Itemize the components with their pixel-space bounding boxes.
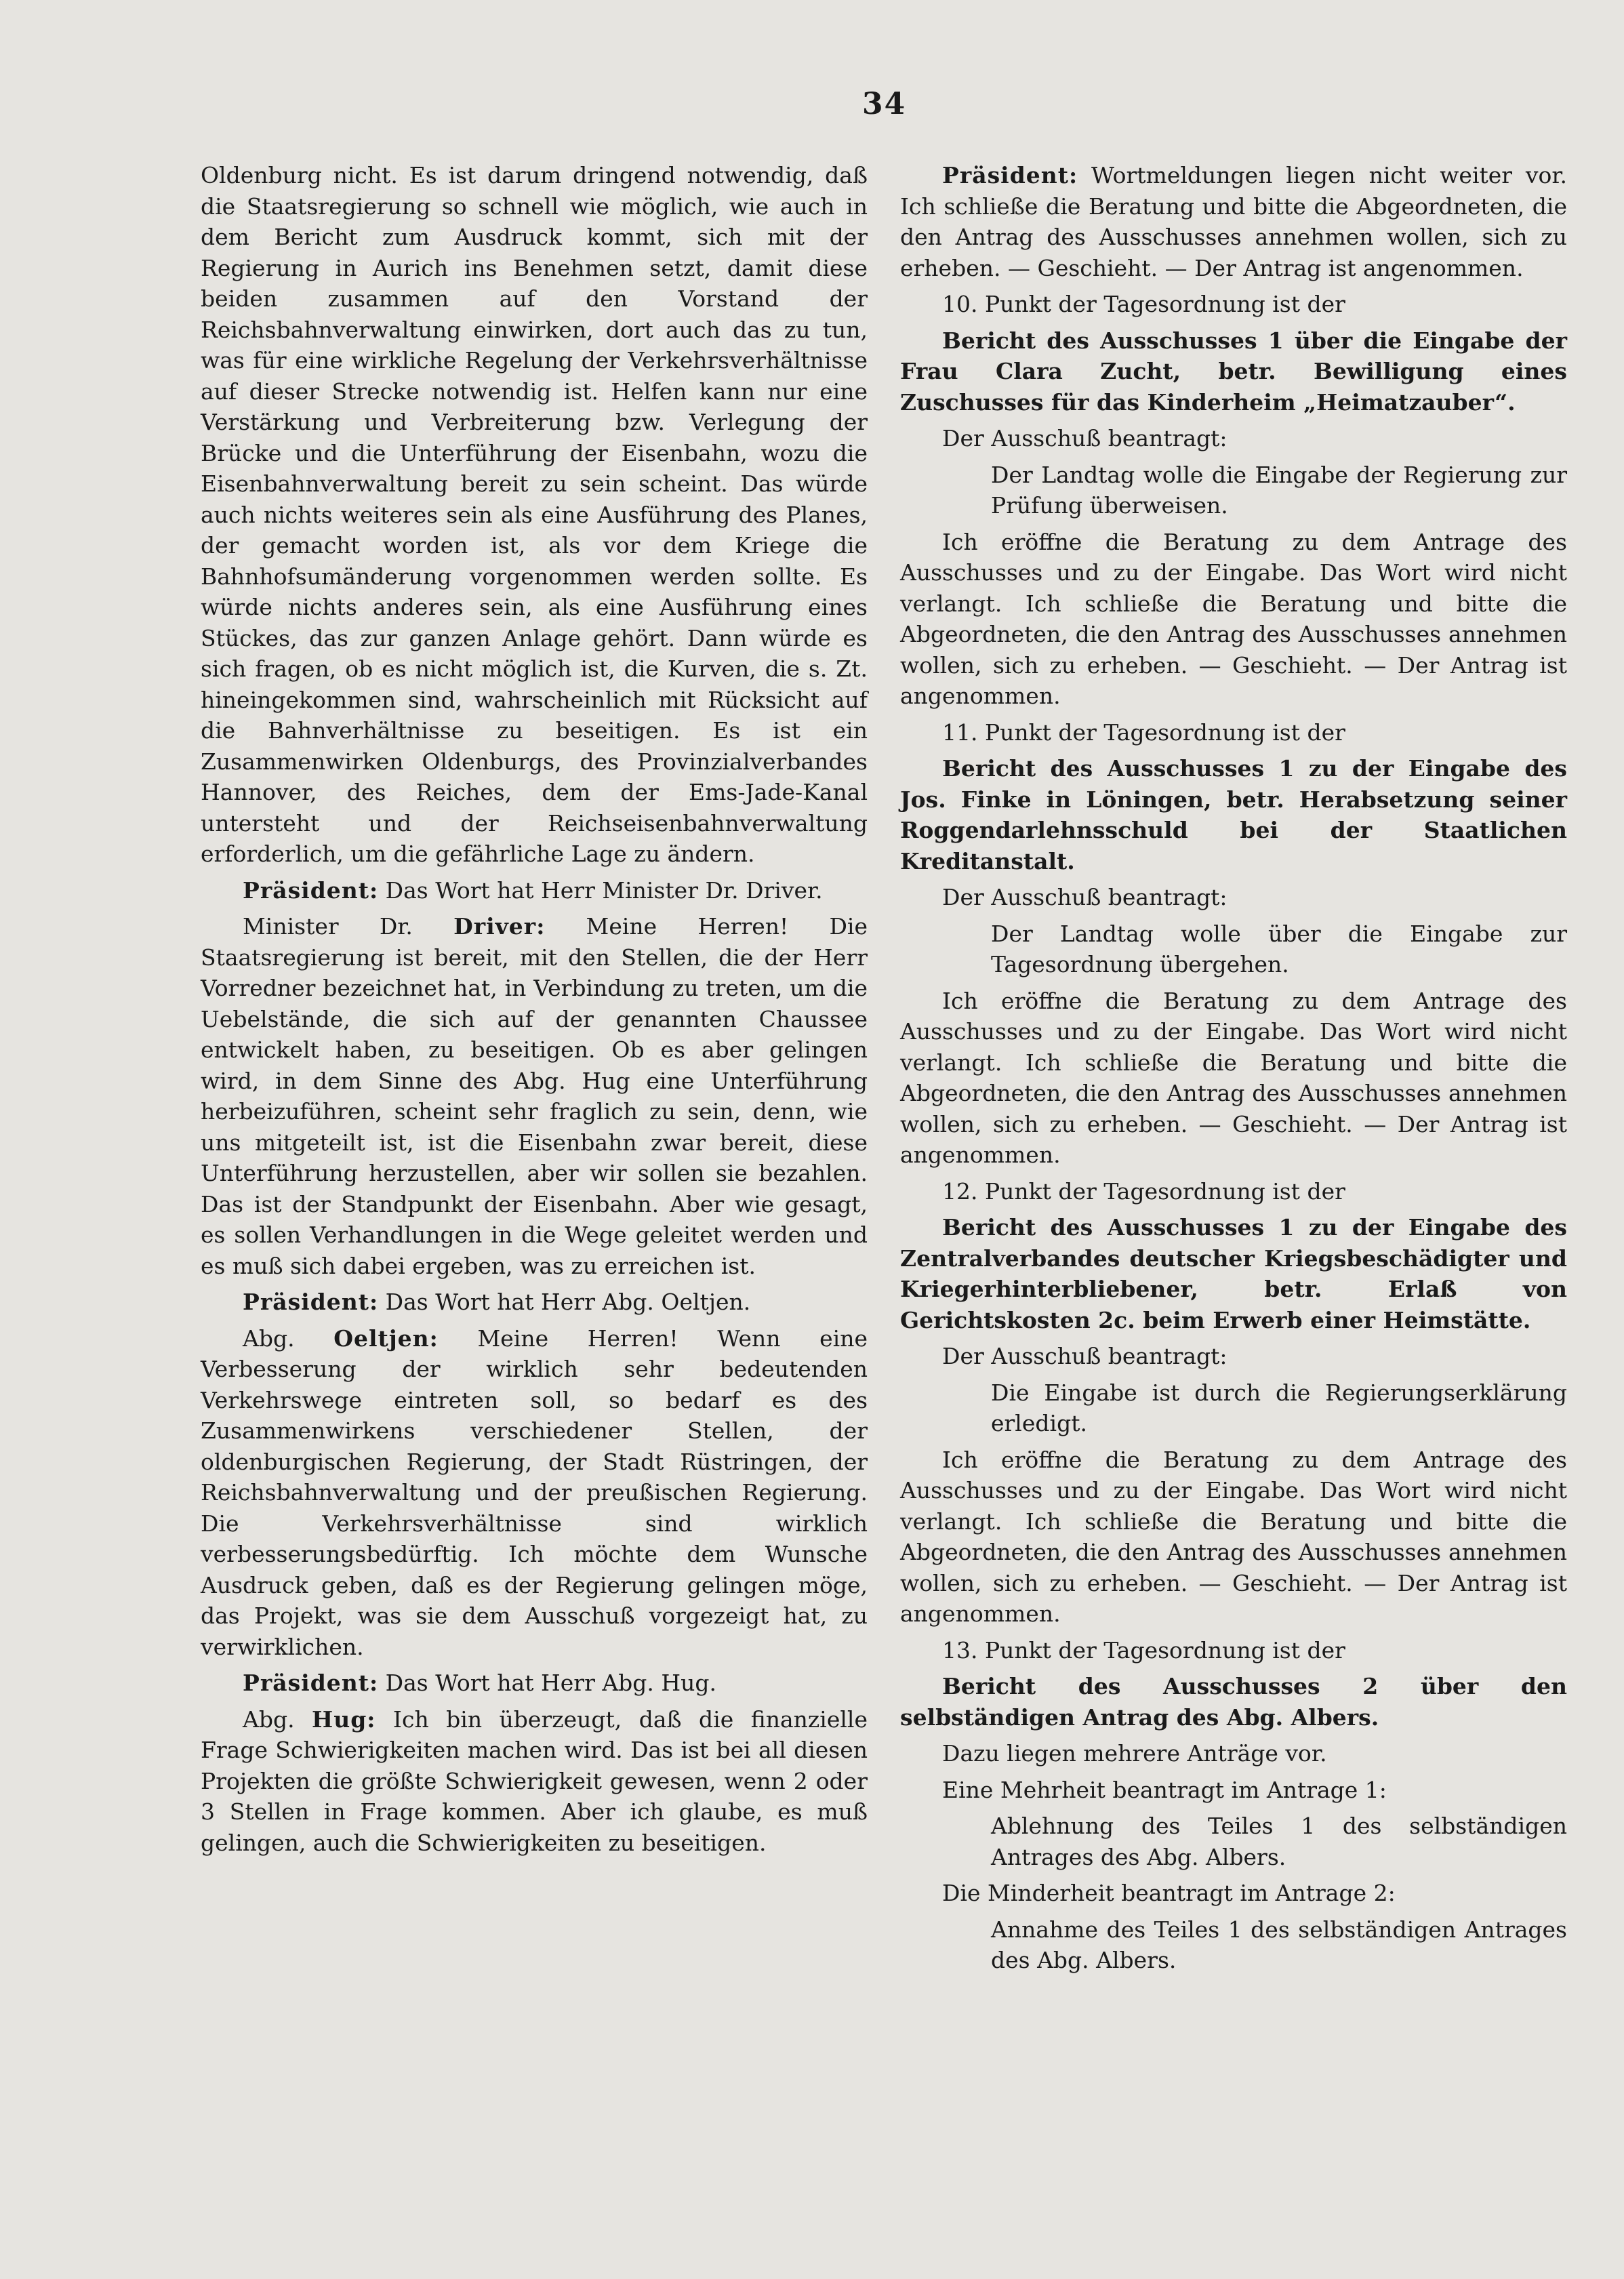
speech-text: Wortmeldungen liegen nicht weiter vor. Ich schließe die Beratung und bitte die Abgeordneten, die den Antrag des Ausschusses annehmen wollen, sich zu erheben. — Geschieht. — Der Antrag ist angenommen.	[900, 162, 1567, 281]
paragraph: Oldenburg nicht. Es ist darum dringend notwendig, daß die Staatsregierung so schnell wie möglich, wie auch in dem Bericht zum Ausdruck kommt, sich mit der Regierung in Aurich ins Benehmen setzt, damit diese beiden zusammen auf den Vorstand der Reichsbahnverwaltung einwirken, dort auch das zu tun, was für eine wirkliche Regelung der Verkehrsverhältnisse auf dieser Strecke notwendig ist. Helfen kann nur eine Verstärkung und Verbreiterung bzw. Verlegung der Brücke und die Unterführung der Eisenbahn, wozu die Eisenbahnverwaltung bereit zu sein scheint. Das würde auch nichts weiteres sein als eine Ausführung des Planes, der gemacht worden ist, als vor dem Kriege die Bahnhofsumänderung vorgenommen werden sollte. Es würde nichts anderes sein, als eine Ausführung eines Stückes, das zur ganzen Anlage gehört. Dann würde es sich fragen, ob es nicht möglich ist, die Kurven, die s. Zt. hineingekommen sind, wahrscheinlich mit Rücksicht auf die Bahnverhältnisse zu beseitigen. Es ist ein Zusammenwirken Oldenburgs, des Provinzialverbandes Hannover, des Reiches, dem der Ems-Jade-Kanal untersteht und der Reichseisenbahnverwaltung erforderlich, um die gefährliche Lage zu ändern.	[201, 162, 868, 867]
agenda-heading: Bericht des Ausschusses 1 über die Eingabe der Frau Clara Zucht, betr. Bewilligung eines Zuschusses für das Kinderheim „Heimatzauber“.	[900, 327, 1567, 416]
motion-text: Annahme des Teiles 1 des selbständigen Antrages des Abg. Albers.	[991, 1916, 1567, 1973]
page-number: 34	[862, 87, 907, 121]
speech-paragraph	[201, 1323, 868, 1663]
speech-paragraph	[201, 1287, 868, 1318]
motion-text: Die Eingabe ist durch die Regierungserklärung erledigt.	[991, 1379, 1567, 1436]
speaker-name: Präsident:	[243, 876, 379, 904]
paragraph: Ich eröffne die Beratung zu dem Antrage des Ausschusses und zu der Eingabe. Das Wort wird nicht verlangt. Ich schließe die Beratung und bitte die Abgeordneten, die den Antrag des Ausschusses annehmen wollen, sich zu erheben. — Geschieht. — Der Antrag ist angenommen.	[900, 987, 1567, 1168]
paragraph: 12. Punkt der Tagesordnung ist der	[942, 1177, 1345, 1205]
paragraph: 13. Punkt der Tagesordnung ist der	[942, 1636, 1345, 1663]
speaker-name: Hug:	[312, 1706, 376, 1733]
left-column	[201, 160, 868, 1863]
speaker-name: Präsident:	[243, 1670, 379, 1696]
speech-text: Meine Herren! Die Staatsregierung ist bereit, mit den Stellen, die der Herr Vorredner bezeichnet hat, in Verbindung zu treten, um die Uebelstände, die sich auf der genannten Chaussee entwickelt haben, zu beseitigen. Ob es aber gelingen wird, in dem Sinne des Abg. Hug eine Unterführung herbeizuführen, scheint sehr fraglich zu sein, denn, wie uns mitgeteilt ist, ist die Eisenbahn zwar bereit, diese Unterführung herzustellen, aber wir sollen sie bezahlen. Das ist der Standpunkt der Eisenbahn. Aber wie gesagt, es sollen Verhandlungen in die Wege geleitet werden und es muß sich dabei ergeben, was zu erreichen ist.	[201, 913, 868, 1279]
speech-text: Meine Herren! Wenn eine Verbesserung der wirklich sehr bedeutenden Verkehrswege eintreten soll, so bedarf es des Zusammenwirkens verschiedener Stellen, der oldenburgischen Regierung, der Stadt Rüstringen, der Reichsbahnverwaltung und der preußischen Regierung. Die Verkehrsverhältnisse sind wirklich verbesserungsbedürftig. Ich möchte dem Wunsche Ausdruck geben, daß es der Regierung gelingen möge, das Projekt, was sie dem Ausschuß vorgezeigt hat, zu verwirklichen.	[201, 1325, 868, 1660]
motion-text: Der Landtag wolle die Eingabe der Regierung zur Prüfung überweisen.	[991, 461, 1567, 519]
speaker-title: Abg.	[243, 1325, 334, 1352]
speech-paragraph	[900, 160, 1567, 283]
speech-text: Ich bin überzeugt, daß die finanzielle Frage Schwierigkeiten machen wird. Das ist bei all diesen Projekten die größte Schwierigkeit gewesen, wenn 2 oder 3 Stellen in Frage kommen. Aber ich glaube, es muß gelingen, auch die Schwierigkeiten zu beseitigen.	[201, 1706, 868, 1856]
agenda-heading: Bericht des Ausschusses 1 zu der Eingabe des Zentralverbandes deutscher Kriegsbeschädigter und Kriegerhinterbliebener, betr. Erlaß von Gerichtskosten 2c. beim Erwerb einer Heimstätte.	[900, 1214, 1567, 1333]
speech-text: Das Wort hat Herr Abg. Hug.	[378, 1670, 717, 1696]
speaker-name: Präsident:	[243, 1289, 379, 1315]
motion-text: Ablehnung des Teiles 1 des selbständigen Antrages des Abg. Albers.	[991, 1813, 1567, 1870]
paragraph: Dazu liegen mehrere Anträge vor.	[942, 1740, 1327, 1767]
speech-paragraph	[201, 1668, 868, 1699]
right-column	[900, 160, 1567, 1981]
speech-paragraph	[201, 911, 868, 1281]
paragraph: Ich eröffne die Beratung zu dem Antrage des Ausschusses und zu der Eingabe. Das Wort wird nicht verlangt. Ich schließe die Beratung und bitte die Abgeordneten, die den Antrag des Ausschusses annehmen wollen, sich zu erheben. — Geschieht. — Der Antrag ist angenommen.	[900, 1446, 1567, 1627]
motion-intro: Die Minderheit beantragt im Antrage 2:	[942, 1880, 1396, 1906]
speaker-name: Driver:	[453, 913, 546, 940]
motion-intro: Eine Mehrheit beantragt im Antrage 1:	[942, 1776, 1387, 1803]
speaker-name: Präsident:	[942, 162, 1078, 188]
speaker-name: Oeltjen:	[333, 1325, 439, 1352]
paragraph: Ich eröffne die Beratung zu dem Antrage des Ausschusses und zu der Eingabe. Das Wort wird nicht verlangt. Ich schließe die Beratung und bitte die Abgeordneten, die den Antrag des Ausschusses annehmen wollen, sich zu erheben. — Geschieht. — Der Antrag ist angenommen.	[900, 528, 1567, 709]
speech-text: Das Wort hat Herr Abg. Oeltjen.	[378, 1289, 751, 1315]
speaker-title: Abg.	[243, 1706, 312, 1733]
paragraph: Der Ausschuß beantragt:	[942, 884, 1227, 910]
speech-paragraph	[201, 1704, 868, 1859]
paragraph: 10. Punkt der Tagesordnung ist der	[942, 291, 1345, 317]
paragraph: Der Ausschuß beantragt:	[942, 425, 1227, 451]
speaker-title: Minister Dr.	[243, 913, 454, 940]
agenda-heading: Bericht des Ausschusses 2 über den selbständigen Antrag des Abg. Albers.	[900, 1673, 1567, 1731]
speech-paragraph	[201, 875, 868, 906]
paragraph: Der Ausschuß beantragt:	[942, 1343, 1227, 1369]
speech-text: Das Wort hat Herr Minister Dr. Driver.	[378, 876, 823, 904]
paragraph: 11. Punkt der Tagesordnung ist der	[942, 719, 1345, 746]
motion-text: Der Landtag wolle über die Eingabe zur Tagesordnung übergehen.	[991, 920, 1567, 977]
agenda-heading: Bericht des Ausschusses 1 zu der Eingabe des Jos. Finke in Löningen, betr. Herabsetzung seiner Roggendarlehnsschuld bei der Staatlichen Kreditanstalt.	[900, 755, 1567, 874]
